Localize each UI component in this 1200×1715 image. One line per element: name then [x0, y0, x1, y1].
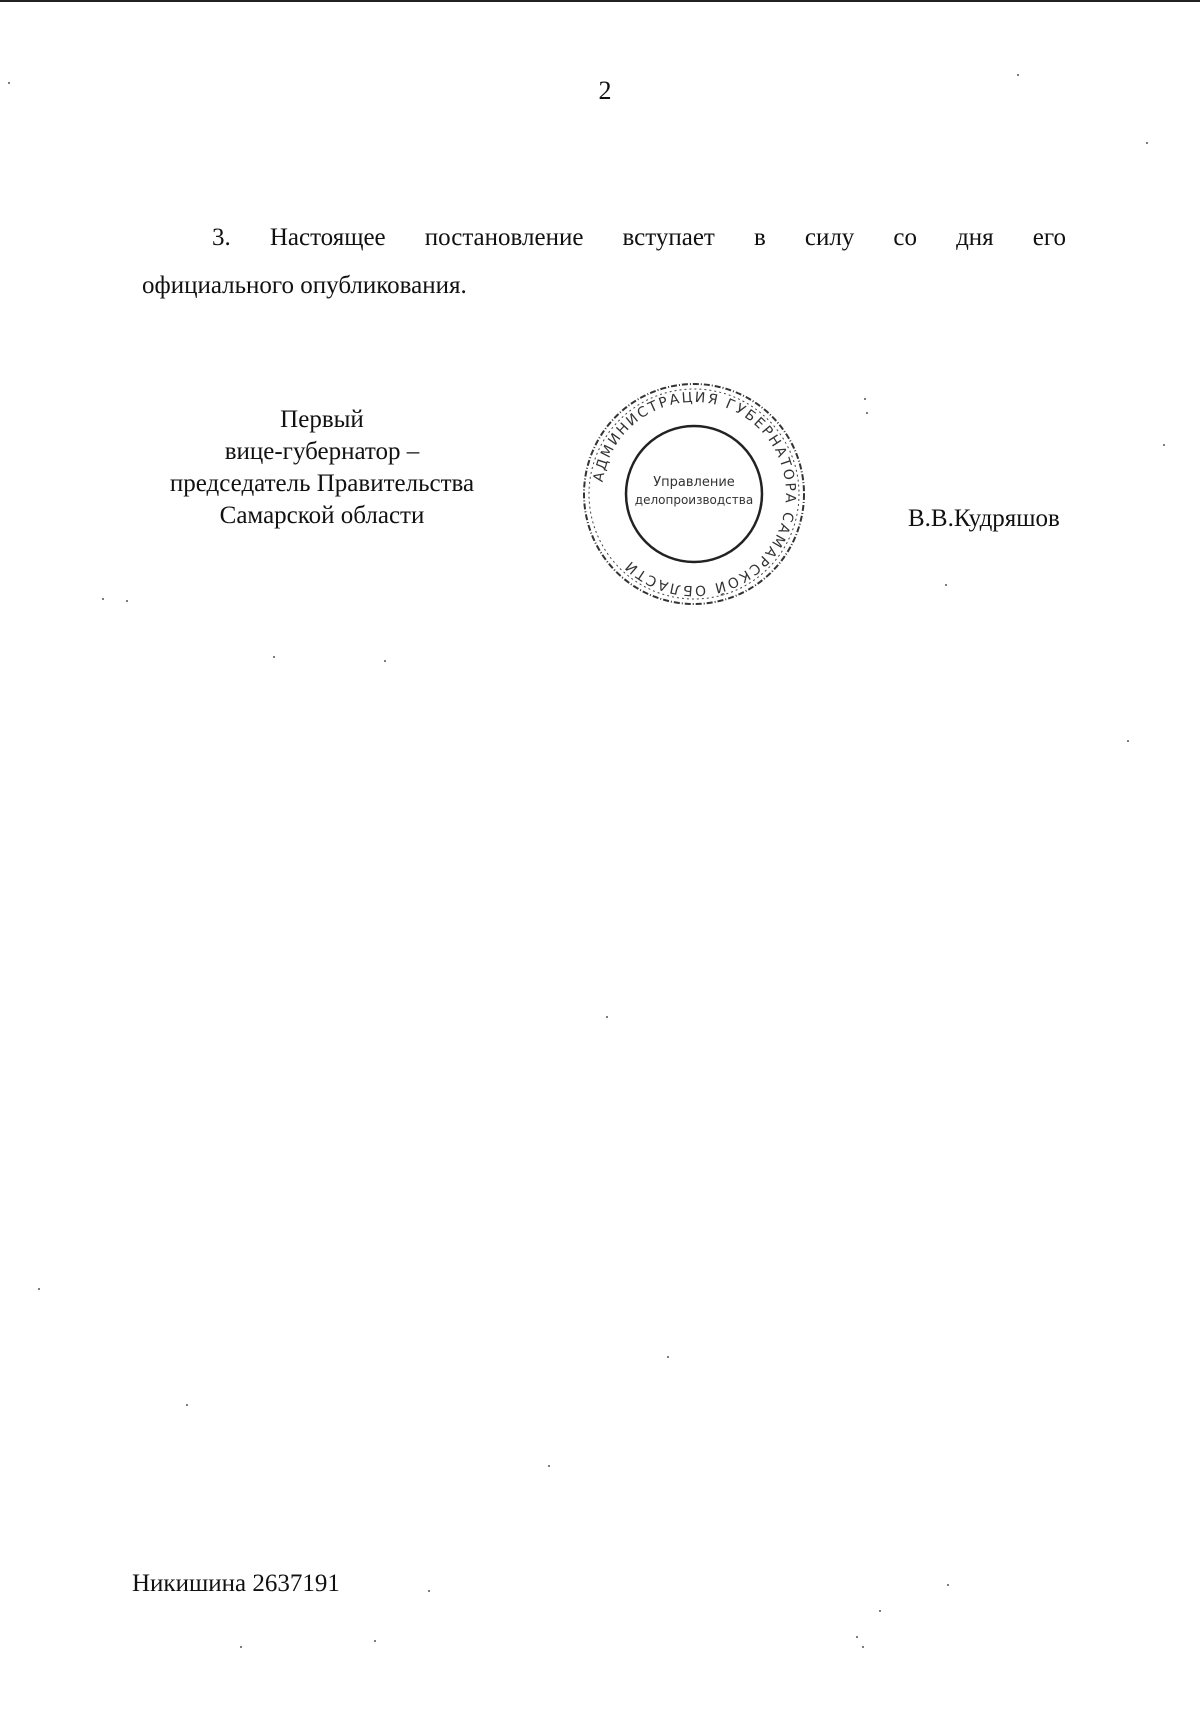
scan-speck: [856, 1636, 858, 1638]
scan-speck: [384, 660, 386, 662]
scan-speck: [374, 1640, 376, 1642]
scan-speck: [1127, 740, 1129, 742]
signer-title-line: председатель Правительства: [169, 470, 475, 497]
scan-speck: [1017, 74, 1019, 76]
paragraph-3: [142, 214, 1066, 310]
scan-speck: [240, 1646, 242, 1648]
scan-speck: [548, 1465, 550, 1467]
signer-title: [142, 404, 502, 532]
signer-title-line: Первый: [280, 406, 364, 433]
paragraph-line-1: [142, 214, 1066, 262]
scan-speck: [606, 1016, 608, 1018]
scan-speck: [1163, 444, 1165, 446]
signer-title-line: Самарской области: [219, 502, 425, 529]
scan-speck: [866, 412, 868, 414]
scan-speck: [862, 1646, 864, 1648]
stamp-outer-text: АДМИНИСТРАЦИЯ ГУБЕРНАТОРА САМАРСКОЙ ОБЛАСТИ: [590, 389, 799, 599]
paragraph-word: его: [1032, 224, 1066, 251]
scan-speck: [102, 598, 104, 600]
top-border-line: [0, 0, 1200, 2]
paragraph-word: постановление: [424, 224, 584, 251]
scan-speck: [864, 398, 866, 400]
paragraph-word: вступает: [622, 224, 715, 251]
official-seal-stamp: [578, 378, 810, 610]
scan-speck: [1146, 142, 1148, 144]
scan-speck: [947, 1584, 949, 1586]
paragraph-word: дня: [956, 224, 994, 251]
paragraph-word: со: [893, 224, 917, 251]
scan-speck: [945, 584, 947, 586]
scan-speck: [879, 1610, 881, 1612]
scan-speck: [273, 656, 275, 658]
scan-speck: [428, 1590, 430, 1592]
paragraph-number: 3.: [212, 224, 231, 251]
signer-name: В.В.Кудряшов: [908, 505, 1060, 532]
scan-speck: [126, 600, 128, 602]
paragraph-word: силу: [804, 224, 855, 251]
paragraph-line-2: официального опубликования.: [142, 272, 467, 299]
signer-title-line: вице-губернатор –: [224, 438, 420, 465]
paragraph-word: Настоящее: [269, 224, 386, 251]
page-number: 2: [598, 76, 612, 105]
scan-speck: [8, 82, 10, 84]
paragraph-word: в: [753, 224, 766, 251]
scan-speck: [667, 1356, 669, 1358]
stamp-inner-text-line: Управление: [653, 475, 735, 490]
scan-speck: [38, 1288, 40, 1290]
stamp-inner-text-line: делопроизводства: [634, 493, 754, 507]
scan-speck: [186, 1404, 188, 1406]
executor-footer: Никишина 2637191: [132, 1570, 340, 1597]
